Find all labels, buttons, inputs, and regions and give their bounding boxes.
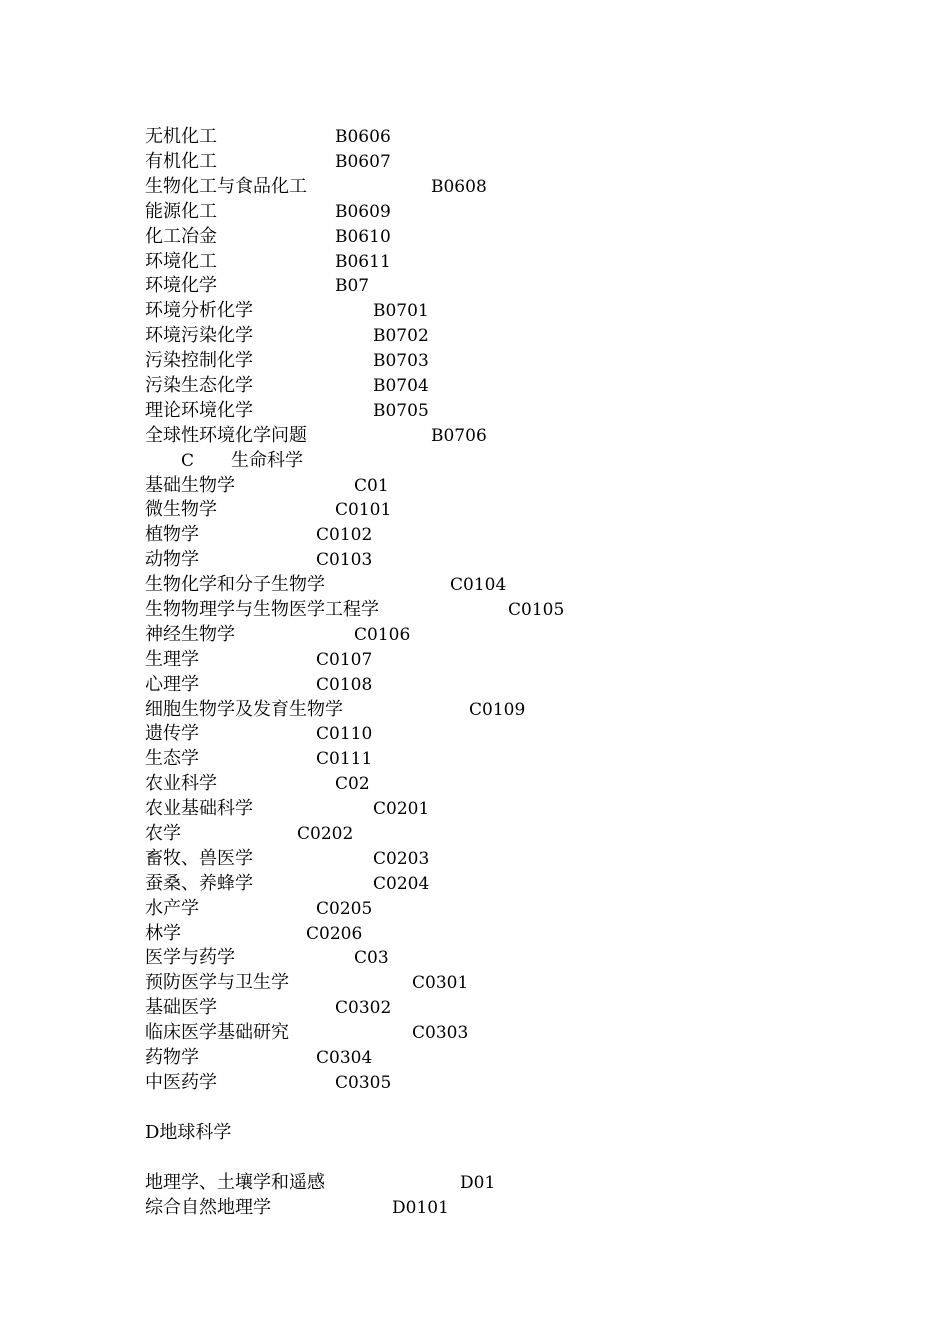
section-c-letter: C [181, 451, 195, 471]
entry-name: 药物学 [145, 1047, 199, 1068]
entry-code: C01 [354, 476, 389, 496]
entry-name: 综合自然地理学 [145, 1197, 271, 1218]
entry-code: C0105 [508, 600, 565, 620]
entry-code: C0301 [412, 973, 469, 993]
entry-code: C0107 [316, 650, 373, 670]
entry-name: 医学与药学 [145, 947, 235, 968]
entry-code: C0110 [316, 724, 373, 744]
entry-name: 中医药学 [145, 1072, 217, 1093]
entry-code: C0102 [316, 525, 373, 545]
entry-name: 蚕桑、养蜂学 [145, 873, 253, 894]
entry-name: 水产学 [145, 898, 199, 919]
entry-code: C0106 [354, 625, 411, 645]
entry-code: C0205 [316, 899, 373, 919]
entry-code: B0704 [373, 376, 429, 396]
entry-code: B0701 [373, 301, 429, 321]
entry-code: D0101 [392, 1198, 449, 1218]
entry-code: C0202 [297, 824, 354, 844]
entry-code: C02 [335, 774, 370, 794]
entry-name: 农学 [145, 823, 181, 844]
entry-name: 心理学 [145, 674, 199, 695]
entry-code: C0304 [316, 1048, 373, 1068]
entry-name: 神经生物学 [145, 624, 235, 645]
entry-name: 细胞生物学及发育生物学 [145, 699, 343, 720]
entry-name: 基础生物学 [145, 475, 235, 496]
entry-code: C0109 [469, 700, 526, 720]
entry-code: C0108 [316, 675, 373, 695]
entry-code: C0103 [316, 550, 373, 570]
entry-name: 生物化学和分子生物学 [145, 574, 325, 595]
entry-name: 有机化工 [145, 151, 217, 172]
entry-name: 生理学 [145, 649, 199, 670]
entry-name: 微生物学 [145, 499, 217, 520]
entry-name: 地理学、土壤学和遥感 [145, 1172, 325, 1193]
entry-code: C0303 [412, 1023, 469, 1043]
entry-name: 生物物理学与生物医学工程学 [145, 599, 379, 620]
entry-name: 农业科学 [145, 773, 217, 794]
entry-code: C0111 [316, 749, 373, 769]
entry-name: 预防医学与卫生学 [145, 972, 289, 993]
entry-name: 化工冶金 [145, 226, 217, 247]
entry-name: 环境化工 [145, 251, 217, 272]
entry-code: C0201 [373, 799, 430, 819]
entry-name: 环境污染化学 [145, 325, 253, 346]
entry-code: B0606 [335, 127, 391, 147]
entry-name: 农业基础科学 [145, 798, 253, 819]
entry-code: C03 [354, 948, 389, 968]
entry-code: C0104 [450, 575, 507, 595]
section-d-title: D地球科学 [145, 1122, 232, 1143]
entry-code: B0703 [373, 351, 429, 371]
entry-code: C0305 [335, 1073, 392, 1093]
entry-name: 植物学 [145, 524, 199, 545]
entry-name: 污染生态化学 [145, 375, 253, 396]
entry-code: C0203 [373, 849, 430, 869]
entry-name: 遗传学 [145, 723, 199, 744]
entry-code: B0608 [431, 177, 487, 197]
entry-name: 能源化工 [145, 201, 217, 222]
entry-name: 全球性环境化学问题 [145, 425, 307, 446]
entry-code: B0706 [431, 426, 487, 446]
entry-name: 环境分析化学 [145, 300, 253, 321]
entry-code: B0611 [335, 252, 391, 272]
entry-name: 临床医学基础研究 [145, 1022, 289, 1043]
entry-code: B0702 [373, 326, 429, 346]
entry-name: 生物化工与食品化工 [145, 176, 307, 197]
entry-code: C0302 [335, 998, 392, 1018]
entry-code: B0607 [335, 152, 391, 172]
entry-code: B07 [335, 276, 370, 296]
entry-name: 污染控制化学 [145, 350, 253, 371]
entry-code: C0101 [335, 500, 392, 520]
entry-code: D01 [460, 1173, 496, 1193]
entry-code: C0204 [373, 874, 430, 894]
entry-name: 无机化工 [145, 126, 217, 147]
entry-code: C0206 [306, 924, 363, 944]
entry-name: 基础医学 [145, 997, 217, 1018]
entry-name: 动物学 [145, 549, 199, 570]
section-c-title: 生命科学 [231, 450, 303, 471]
entry-code: B0705 [373, 401, 429, 421]
entry-code: B0610 [335, 227, 391, 247]
entry-code: B0609 [335, 202, 391, 222]
entry-name: 生态学 [145, 748, 199, 769]
entry-name: 林学 [145, 923, 181, 944]
entry-name: 环境化学 [145, 275, 217, 296]
entry-name: 畜牧、兽医学 [145, 848, 253, 869]
entry-name: 理论环境化学 [145, 400, 253, 421]
